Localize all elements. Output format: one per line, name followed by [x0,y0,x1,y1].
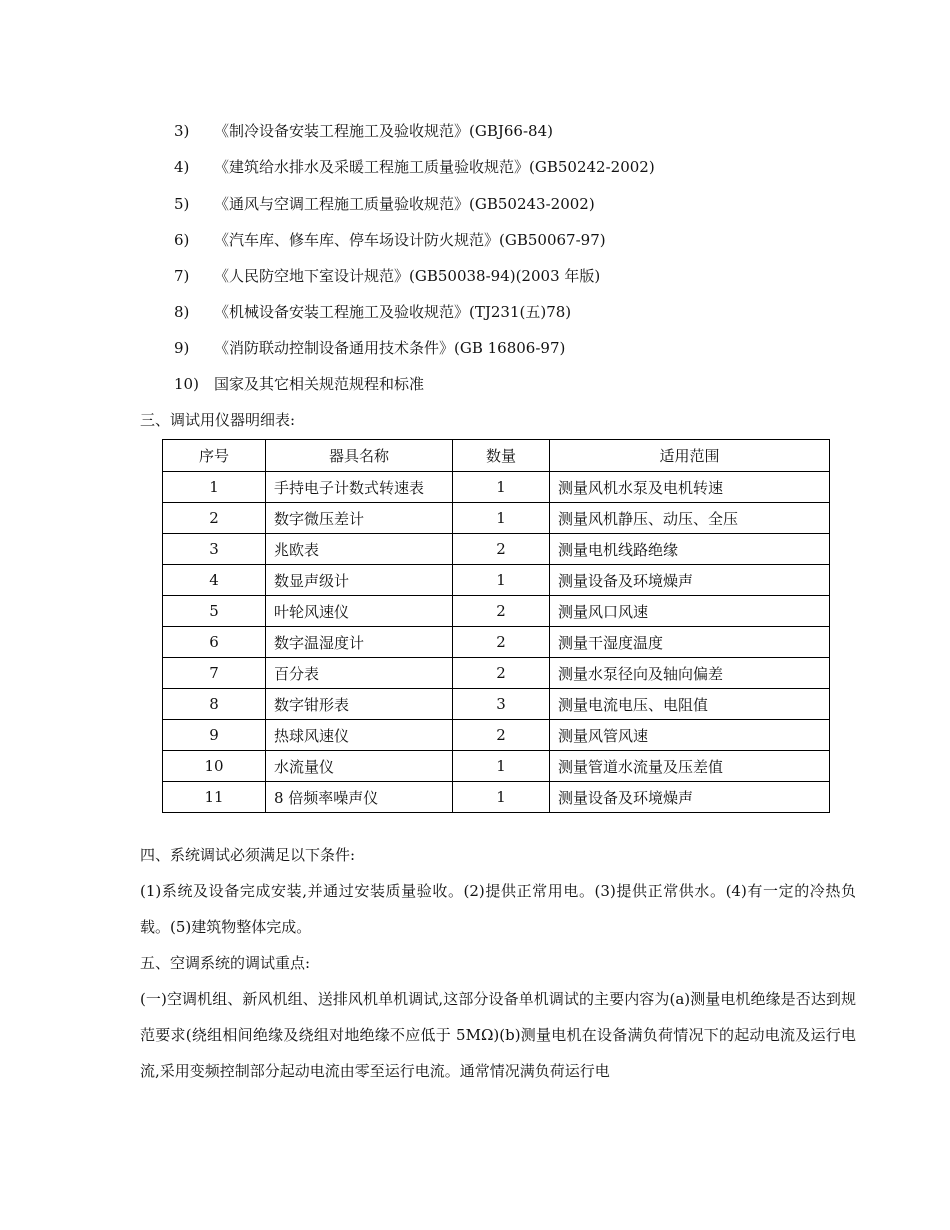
cell-no: 10 [163,751,266,782]
item-text: 《机械设备安装工程施工及验收规范》(TJ231(五)78) [214,303,572,321]
cell-use: 测量设备及环境燥声 [550,565,830,596]
cell-qty: 3 [453,689,550,720]
item-text: 《通风与空调工程施工质量验收规范》(GB50243-2002) [214,195,595,213]
table-row [163,596,830,627]
cell-no: 8 [163,689,266,720]
cell-name: 数显声级计 [266,565,453,596]
cell-no: 7 [163,658,266,689]
table-row [163,503,830,534]
item-text: 《消防联动控制设备通用技术条件》(GB 16806-97) [214,339,566,357]
section3-title: 三、调试用仪器明细表: [140,411,296,429]
cell-qty: 2 [453,658,550,689]
table-row [163,472,830,503]
section4-title: 四、系统调试必须满足以下条件: [140,846,356,864]
cell-qty: 1 [453,472,550,503]
cell-qty: 2 [453,596,550,627]
cell-name: 百分表 [266,658,453,689]
table-row [163,658,830,689]
table-row [163,565,830,596]
standard-item [174,121,553,141]
cell-name: 8 倍频率噪声仪 [266,782,453,813]
item-text: 国家及其它相关规范规程和标准 [214,375,425,393]
item-number: 6) [174,231,190,249]
item-number: 8) [174,303,190,321]
cell-use: 测量设备及环境燥声 [550,782,830,813]
table-header-row [163,440,830,472]
cell-use: 测量水泵径向及轴向偏差 [550,658,830,689]
item-number: 10) [174,375,199,393]
cell-no: 5 [163,596,266,627]
cell-name: 兆欧表 [266,534,453,565]
cell-no: 1 [163,472,266,503]
section5-paragraph: (一)空调机组、新风机组、送排风机单机调试,这部分设备单机调试的主要内容为(a)测量电机绝缘是否达到规范要求(绕组相间绝缘及绕组对地绝缘不应低于 5MΩ)(b)测量电机在设备满负荷情况下的起动电流及运行电流,采用变频控制部分起动电流由零至运行电流。通常情况满负荷运行电 [140,990,856,1080]
cell-use: 测量电机线路绝缘 [550,534,830,565]
cell-use: 测量风口风速 [550,596,830,627]
cell-qty: 1 [453,782,550,813]
cell-name: 叶轮风速仪 [266,596,453,627]
header-name: 器具名称 [266,440,453,472]
table-row [163,689,830,720]
table-row [163,782,830,813]
cell-name: 数字微压差计 [266,503,453,534]
section4-paragraph: (1)系统及设备完成安装,并通过安装质量验收。(2)提供正常用电。(3)提供正常供水。(4)有一定的冷热负载。(5)建筑物整体完成。 [140,882,856,936]
cell-use: 测量电流电压、电阻值 [550,689,830,720]
header-no: 序号 [163,440,266,472]
cell-qty: 1 [453,565,550,596]
item-text: 《建筑给水排水及采暖工程施工质量验收规范》(GB50242-2002) [214,158,655,176]
standard-item [174,338,565,358]
cell-qty: 2 [453,720,550,751]
item-number: 4) [174,158,190,176]
cell-no: 3 [163,534,266,565]
cell-use: 测量风机静压、动压、全压 [550,503,830,534]
cell-use: 测量风机水泵及电机转速 [550,472,830,503]
section5-title: 五、空调系统的调试重点: [140,954,311,972]
cell-name: 热球风速仪 [266,720,453,751]
cell-name: 水流量仪 [266,751,453,782]
table-row [163,751,830,782]
cell-use: 测量风管风速 [550,720,830,751]
item-number: 9) [174,339,190,357]
item-number: 3) [174,122,190,140]
cell-no: 2 [163,503,266,534]
cell-name: 手持电子计数式转速表 [266,472,453,503]
header-qty: 数量 [453,440,550,472]
cell-no: 6 [163,627,266,658]
cell-qty: 1 [453,751,550,782]
standard-item [174,194,595,214]
cell-no: 4 [163,565,266,596]
cell-no: 11 [163,782,266,813]
cell-qty: 2 [453,534,550,565]
cell-name: 数字温湿度计 [266,627,453,658]
item-text: 《制冷设备安装工程施工及验收规范》(GBJ66-84) [214,122,553,140]
cell-no: 9 [163,720,266,751]
header-use: 适用范围 [550,440,830,472]
instrument-table [162,439,830,813]
item-number: 7) [174,267,190,285]
table-row [163,534,830,565]
standard-item [174,157,655,177]
cell-use: 测量管道水流量及压差值 [550,751,830,782]
item-text: 《人民防空地下室设计规范》(GB50038-94)(2003 年版) [214,267,601,285]
standard-item [174,302,571,322]
cell-use: 测量干湿度温度 [550,627,830,658]
cell-name: 数字钳形表 [266,689,453,720]
item-number: 5) [174,195,190,213]
standard-item [174,374,424,394]
standard-item [174,266,600,286]
item-text: 《汽车库、修车库、停车场设计防火规范》(GB50067-97) [214,231,606,249]
standard-item [174,230,606,250]
table-row [163,627,830,658]
cell-qty: 1 [453,503,550,534]
table-row [163,720,830,751]
cell-qty: 2 [453,627,550,658]
